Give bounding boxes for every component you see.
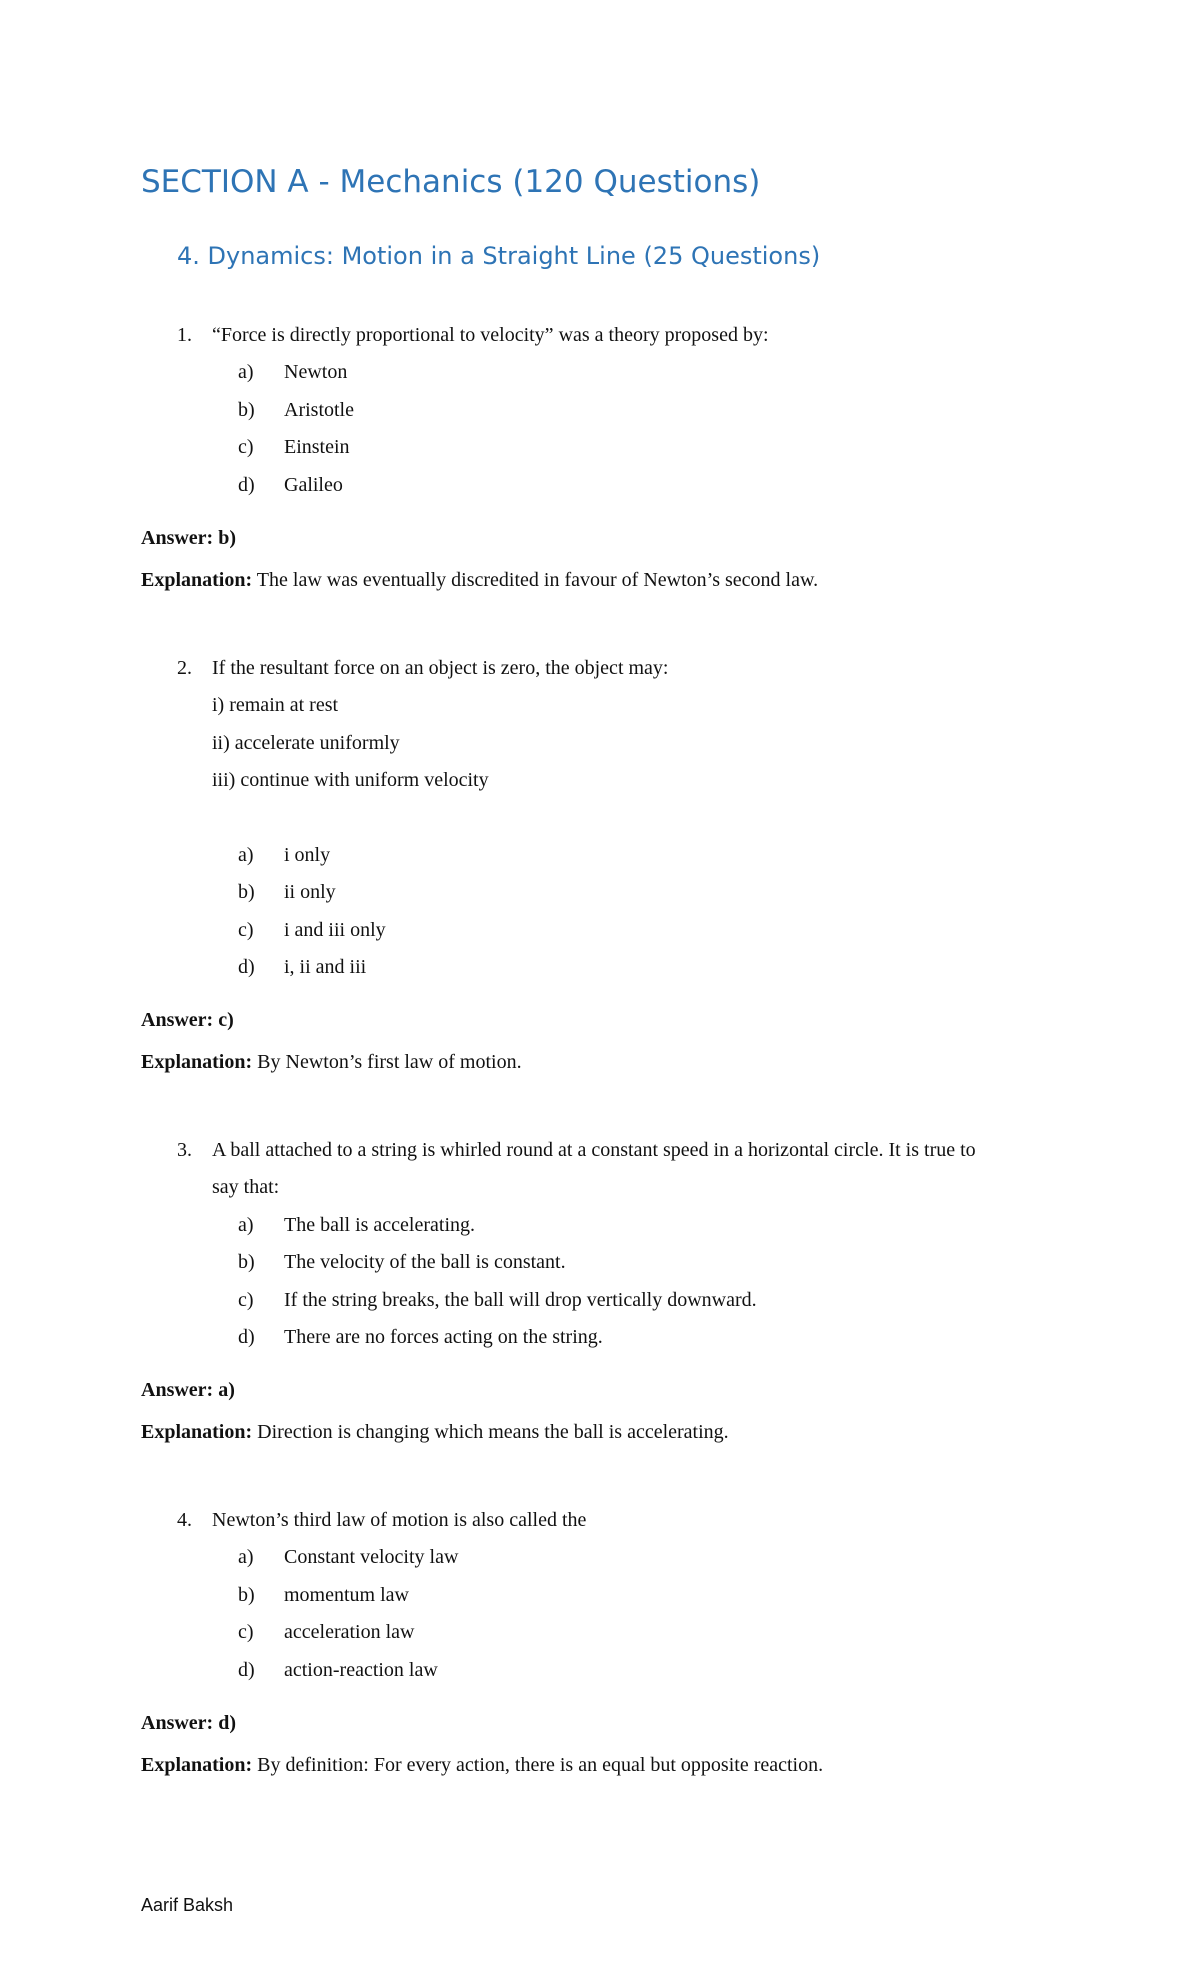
footer-author: Aarif Baksh (141, 1895, 234, 1915)
explanation (141, 1752, 823, 1778)
question-text: say that: (212, 1176, 280, 1198)
option-text: i only (284, 844, 331, 866)
option-text: acceleration law (284, 1621, 415, 1643)
question-number: 3. (177, 1139, 192, 1161)
subsection-title: 4. Dynamics: Motion in a Straight Line (25 Questions) (177, 242, 821, 270)
question-number: 4. (177, 1509, 192, 1531)
explanation-label: Explanation: (141, 1754, 253, 1776)
explanation (141, 1419, 729, 1445)
question-text: A ball attached to a string is whirled round at a constant speed in a horizontal circle. It is true to (212, 1139, 976, 1161)
answer: Answer: a) (141, 1379, 235, 1401)
explanation (141, 1049, 522, 1075)
option-text: i, ii and iii (284, 956, 367, 978)
option-label: d) (238, 1659, 255, 1681)
option-text: Galileo (284, 474, 343, 496)
option-label: c) (238, 436, 254, 458)
question-number: 1. (177, 324, 192, 346)
explanation-label: Explanation: (141, 1421, 253, 1443)
question-number: 2. (177, 657, 192, 679)
explanation-text: The law was eventually discredited in favour of Newton’s second law. (252, 569, 819, 591)
option-label: c) (238, 919, 254, 941)
statement: i) remain at rest (212, 694, 339, 716)
statement: iii) continue with uniform velocity (212, 769, 489, 791)
option-text: The velocity of the ball is constant. (284, 1251, 566, 1273)
option-label: b) (238, 881, 255, 903)
option-text: momentum law (284, 1584, 409, 1606)
option-label: a) (238, 361, 254, 383)
option-text: i and iii only (284, 919, 386, 941)
option-label: a) (238, 844, 254, 866)
explanation-text: By definition: For every action, there is an equal but opposite reaction. (252, 1754, 824, 1776)
option-text: Aristotle (284, 399, 354, 421)
option-text: There are no forces acting on the string. (284, 1326, 603, 1348)
option-label: a) (238, 1214, 254, 1236)
option-text: ii only (284, 881, 336, 903)
option-text: Constant velocity law (284, 1546, 459, 1568)
section-title: SECTION A - Mechanics (120 Questions) (141, 164, 761, 200)
option-label: d) (238, 1326, 255, 1348)
option-label: c) (238, 1289, 254, 1311)
option-label: b) (238, 1584, 255, 1606)
explanation-label: Explanation: (141, 569, 253, 591)
option-text: The ball is accelerating. (284, 1214, 476, 1236)
statement: ii) accelerate uniformly (212, 732, 400, 754)
answer: Answer: c) (141, 1009, 234, 1031)
option-text: Einstein (284, 436, 350, 458)
option-label: b) (238, 399, 255, 421)
answer: Answer: d) (141, 1712, 236, 1734)
question-text: Newton’s third law of motion is also called the (212, 1509, 587, 1531)
answer: Answer: b) (141, 527, 236, 549)
explanation-label: Explanation: (141, 1051, 253, 1073)
question-text: “Force is directly proportional to velocity” was a theory proposed by: (212, 324, 769, 346)
option-text: Newton (284, 361, 348, 383)
option-text: action-reaction law (284, 1659, 438, 1681)
option-text: If the string breaks, the ball will drop vertically downward. (284, 1289, 757, 1311)
option-label: b) (238, 1251, 255, 1273)
option-label: d) (238, 956, 255, 978)
explanation (141, 567, 818, 593)
explanation-text: By Newton’s first law of motion. (252, 1051, 522, 1073)
question-text: If the resultant force on an object is zero, the object may: (212, 657, 669, 679)
explanation-text: Direction is changing which means the ball is accelerating. (252, 1421, 729, 1443)
option-label: a) (238, 1546, 254, 1568)
option-label: d) (238, 474, 255, 496)
option-label: c) (238, 1621, 254, 1643)
